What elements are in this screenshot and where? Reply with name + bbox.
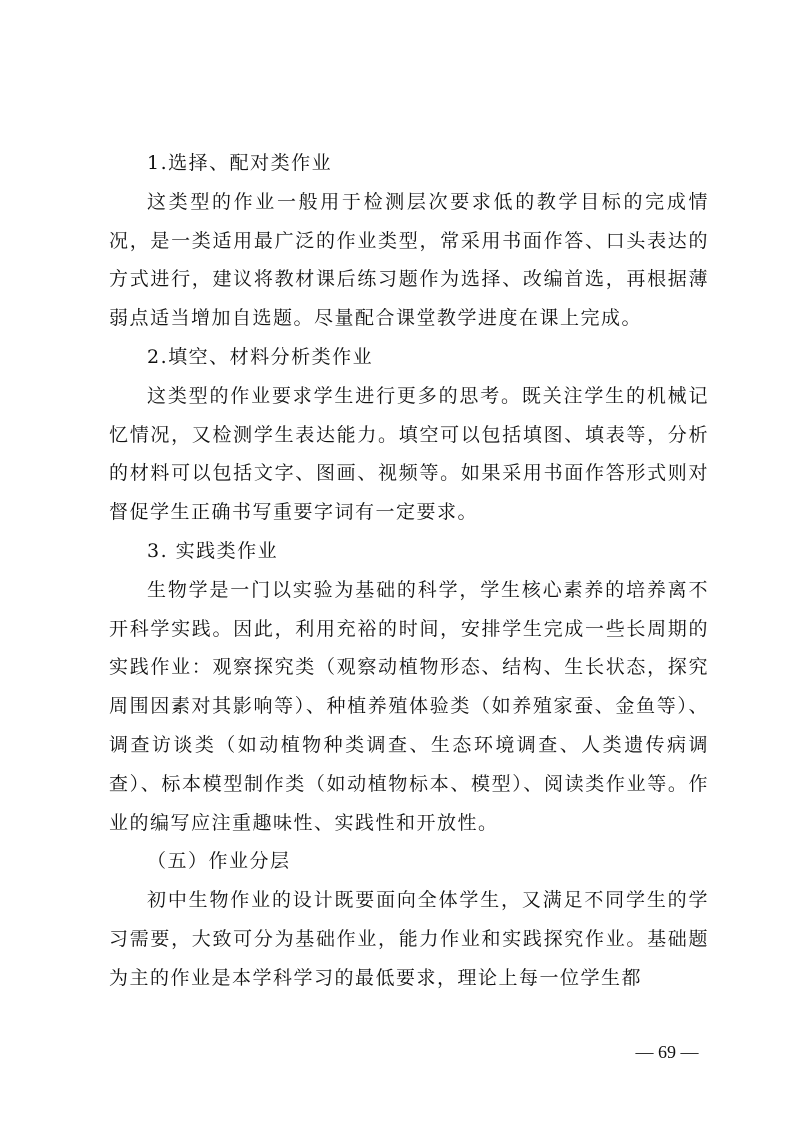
- page-number: — 69 —: [635, 1042, 699, 1062]
- paragraph-choice: 这类型的作业一般用于检测层次要求低的教学目标的完成情况，是一类适用最广泛的作业类型，常采用书面作答、口头表达的方式进行，建议将教材课后练习题作为选择、改编首选，再根据薄弱点适当增加自选题。尽量配合课堂教学进度在课上完成。: [109, 190, 709, 330]
- section-heading-layering: （五）作业分层: [147, 850, 291, 873]
- section-heading-practice: 3. 实践类作业: [147, 539, 279, 562]
- paragraph-fill-blank: 这类型的作业要求学生进行更多的思考。既关注学生的机械记忆情况，又检测学生表达能力。填空可以包括填图、填表等，分析的材料可以包括文字、图画、视频等。如果采用书面作答形式则对督促学生正确书写重要字词有一定要求。: [109, 384, 709, 524]
- paragraph-practice: 生物学是一门以实验为基础的科学，学生核心素养的培养离不开科学实践。因此，利用充裕的时间，安排学生完成一些长周期的实践作业：观察探究类（观察动植物形态、结构、生长状态，探究 周围因素对其影响等）、种植养殖体验类（如养殖家蚕、金鱼等）、调查访谈类（如动植物种类调查、生态环境调查、人类遗传病调查）、标本模型制作类（如动植物标本、模型）、阅读类作业等。作业的编写应注重趣味性、实践性和开放性。: [109, 578, 709, 834]
- page-body: [109, 144, 709, 998]
- section-heading-fill-blank: 2.填空、材料分析类作业: [147, 345, 374, 368]
- paragraph-layering: 初中生物作业的设计既要面向全体学生，又满足不同学生的学习需要，大致可分为基础作业，能力作业和实践探究作业。基础题为主的作业是本学科学习的最低要求，理论上每一位学生都: [109, 889, 709, 989]
- section-heading-choice: 1.选择、配对类作业: [147, 152, 333, 174]
